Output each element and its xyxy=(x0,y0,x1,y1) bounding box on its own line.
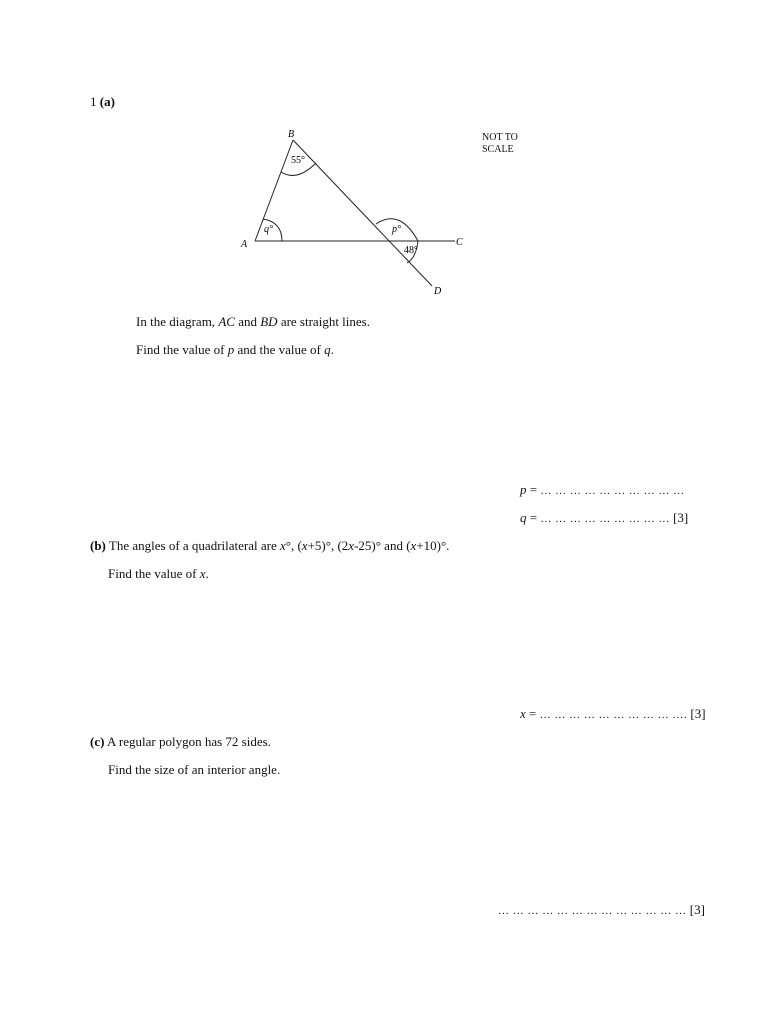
var-x: x xyxy=(348,538,355,553)
marks-label: [3] xyxy=(673,510,689,525)
marks-label: [3] xyxy=(689,902,705,917)
equals-sign: = xyxy=(526,482,541,497)
part-b-instruction xyxy=(108,566,209,582)
text-run: A regular polygon has 72 sides. xyxy=(104,734,271,749)
part-a-statement xyxy=(136,314,370,330)
var-x: x xyxy=(279,538,286,553)
answer-dots: … … … … … … … … … … xyxy=(540,485,685,497)
equals-sign: = xyxy=(525,706,540,721)
part-b-label: (b) xyxy=(90,538,106,553)
part-c-label: (c) xyxy=(90,734,105,749)
answer-var-p: p xyxy=(520,482,527,497)
text-run: In the diagram, xyxy=(136,314,219,329)
answer-var-x: x xyxy=(520,706,526,721)
answer-line-x[interactable] xyxy=(520,706,706,722)
text-run: Find the value of xyxy=(136,342,228,357)
label-c: C xyxy=(456,237,463,248)
text-run: and xyxy=(234,314,261,329)
text-run: -25)° and ( xyxy=(354,538,411,553)
text-run: °, ( xyxy=(285,538,302,553)
part-a-instruction xyxy=(136,342,334,358)
marks-label: [3] xyxy=(690,706,706,721)
text-run: +10)°. xyxy=(416,538,450,553)
var-x: x xyxy=(410,538,417,553)
answer-line-q[interactable] xyxy=(520,510,688,526)
text-run: The angles of a quadrilateral are xyxy=(105,538,280,553)
answer-dots: … … … … … … … … … … … … … xyxy=(498,905,687,917)
text-run: Find the value of xyxy=(108,566,200,581)
text-run: +5)°, (2 xyxy=(307,538,349,553)
var-bd: BD xyxy=(260,314,278,329)
var-x: x xyxy=(301,538,308,553)
var-q: q xyxy=(324,342,331,357)
answer-line-c[interactable] xyxy=(498,902,705,918)
text-run: . xyxy=(330,342,334,357)
part-c-instruction: Find the size of an interior angle. xyxy=(108,762,281,777)
note-line-2: SCALE xyxy=(482,144,514,155)
label-b: B xyxy=(288,129,295,140)
angle-label-48: 48° xyxy=(404,245,418,256)
question-number xyxy=(90,94,115,110)
line-ab xyxy=(255,140,293,241)
answer-var-q: q xyxy=(520,510,527,525)
note-line-1: NOT TO xyxy=(482,132,518,143)
question-number-digit: 1 xyxy=(90,94,97,109)
label-d: D xyxy=(434,286,442,297)
text-run: . xyxy=(205,566,209,581)
var-x: x xyxy=(199,566,206,581)
part-b-statement xyxy=(90,538,449,554)
not-to-scale-note xyxy=(482,132,518,156)
var-p: p xyxy=(227,342,235,357)
label-a: A xyxy=(241,239,248,250)
angle-label-b: 55° xyxy=(291,155,305,166)
answer-dots: … … … … … … … … … …. xyxy=(539,709,688,721)
part-a-label: (a) xyxy=(99,94,115,109)
var-ac: AC xyxy=(218,314,235,329)
equals-sign: = xyxy=(526,510,541,525)
answer-line-p[interactable] xyxy=(520,482,685,498)
line-bd xyxy=(293,140,432,286)
angle-label-p: p° xyxy=(392,224,401,235)
text-run: and the value of xyxy=(234,342,325,357)
part-c-statement xyxy=(90,734,271,750)
answer-dots: … … … … … … … … … xyxy=(540,513,670,525)
angle-label-q: q° xyxy=(264,224,273,235)
text-run: are straight lines. xyxy=(277,314,370,329)
